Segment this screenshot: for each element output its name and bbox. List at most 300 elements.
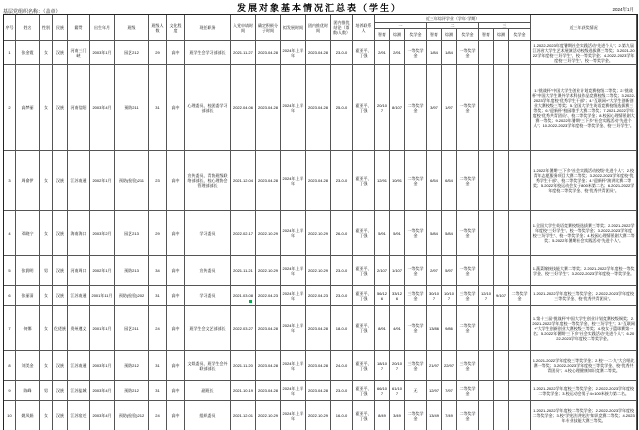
cell: 二等奖学金 — [457, 306, 479, 351]
cell: 汉族 — [53, 151, 68, 211]
cell: 江苏南通 — [68, 351, 90, 381]
cell: 1 — [4, 41, 16, 65]
cell: 2021.10.19 — [231, 381, 256, 401]
column-header: 团内推优时间 — [306, 15, 331, 41]
score-subcolumn-header: 综测 — [390, 29, 405, 41]
cell: 2022.10.29 — [256, 256, 281, 286]
cell: 女 — [40, 65, 53, 151]
awards-cell: 1.2022-2023年度暑期社会实践活动“先进个人”；2.第九届江苏省大学生艺术展演活动校级选拔赛三等奖；3.2021-2022学年度校“三好学生”、校一等奖学金；4.2022-2023学年度校“三好学生”、校一等奖学金。 — [532, 42, 635, 63]
cell: 8/91 — [375, 306, 390, 351]
cell: 2022.10.29 — [306, 401, 331, 430]
cell: 周俞伊 — [16, 151, 40, 211]
cell: 预防213 — [115, 256, 149, 286]
cell: 二等奖学金 — [457, 151, 479, 211]
cell: 高中 — [167, 286, 185, 306]
cell: 66/107 — [375, 381, 390, 401]
cell: 预防212 — [115, 351, 149, 381]
cell: 22/97 — [442, 351, 457, 381]
cell: 56/126 — [375, 286, 390, 306]
cell: 女 — [40, 151, 53, 211]
cell — [509, 401, 531, 430]
cell: 预防(检验)212 — [115, 401, 149, 430]
cell: 高中 — [167, 41, 185, 65]
cell: 6/54 — [442, 151, 457, 211]
cell: 2023.04.28 — [256, 41, 281, 65]
page-title: 发展对象基本情况汇总表（学生） — [236, 3, 402, 13]
cell: 高梦丽 — [16, 65, 40, 151]
cell: 12/91 — [375, 151, 390, 211]
cell — [494, 256, 509, 286]
column-header: 序号 — [4, 15, 16, 41]
cell: 三等奖学金 — [405, 351, 427, 381]
cell: 2024年上半年 — [281, 401, 306, 430]
cell: 33/126 — [390, 286, 405, 306]
cell: 2/97 — [427, 256, 442, 286]
cell: 张润明 — [16, 256, 40, 286]
cell: 一等奖学金 — [457, 256, 479, 286]
cell: 5/91 — [375, 211, 390, 256]
cell: 12/107 — [479, 286, 494, 306]
cell: 61/107 — [390, 381, 405, 401]
column-header: 拟发展时间 — [281, 15, 306, 41]
period-header: 一 — [375, 23, 427, 29]
cell — [509, 306, 531, 351]
cell: 13/49 — [427, 401, 442, 430]
cell: 31 — [149, 381, 167, 401]
cell: 高中 — [167, 151, 185, 211]
cell: 2023.04.28 — [256, 151, 281, 211]
column-header: 现任职务 — [185, 15, 231, 41]
cell: 18-0-0 — [331, 306, 353, 351]
score-group-header: 近三年综评学业（学年·学期） — [375, 15, 531, 23]
table-row — [4, 256, 637, 286]
cell: 4/91 — [390, 306, 405, 351]
cell: 31 — [149, 351, 167, 381]
cell: 31 — [149, 286, 167, 306]
cell: 霍亚平、丁强 — [353, 401, 375, 430]
awards-cell: 1.全国大学生英语竞赛校级选拔赛三等奖；2.2021-2022学年度校“三好学生”、校一等奖学金；3.2022-2023学年度校“三好学生”、校一等奖学金；4.校园心理情景剧大赛二等奖；5.2022年暑期社会实践活动“先进个人”。 — [531, 211, 637, 256]
column-header: 姓名 — [16, 15, 40, 41]
cell: 10/91 — [390, 151, 405, 211]
cell: 三等奖学金 — [457, 286, 479, 306]
cell: 29 — [149, 211, 167, 256]
cell: 3/97 — [427, 65, 442, 151]
cell: 23-0-0 — [331, 381, 353, 401]
cell: 3/49 — [390, 401, 405, 430]
cell: 宣传委员 — [185, 256, 231, 286]
awards-cell: 1.第十三届“挑战杯”中国大学生创业计划竞赛校级铜奖；2.2021-2022学年度校一等奖学金、校“三好学生”；3.“互联网+”大学生创新创业大赛校级三等奖；4.校女子篮球赛第一名；5.2022年暑期“三下乡”社会实践活动“先进个人”；6.2022-2023学年度校二等奖学金。 — [531, 306, 637, 351]
cell — [494, 151, 509, 211]
score-subcolumn-header: 奖学金 — [405, 29, 427, 41]
cell: 2022.03.27 — [231, 306, 256, 351]
cell: 霍亚平、丁强 — [353, 151, 375, 211]
cell: 8 — [4, 351, 16, 381]
cell: 预防211 — [115, 65, 149, 151]
cell: 高中 — [167, 65, 185, 151]
cell: 张丽清 — [16, 286, 40, 306]
cell: 2/91 — [390, 41, 405, 65]
cell: 汉族 — [53, 351, 68, 381]
cell: 2023.04.28 — [256, 381, 281, 401]
cell: 班学生会文艺部部长 — [185, 306, 231, 351]
cell — [479, 306, 494, 351]
cell: 2023.04.28 — [306, 351, 331, 381]
cell: 2023.04.28 — [306, 65, 331, 151]
cell: 海南海口 — [68, 211, 90, 256]
cell: 21/97 — [427, 351, 442, 381]
cell: 高中 — [167, 256, 185, 286]
score-subcolumn-header: 智育 — [375, 29, 390, 41]
cell: 2022.04.06 — [231, 65, 256, 151]
cell: 二等奖学金 — [405, 65, 427, 151]
cell — [509, 211, 531, 256]
table-row — [4, 211, 637, 256]
cell: 12/97 — [427, 381, 442, 401]
cell: 陈峰 — [16, 381, 40, 401]
cell: 二等奖学金 — [457, 401, 479, 430]
cell: 2021.11.21 — [231, 256, 256, 286]
cell: 2022.10.29 — [256, 401, 281, 430]
cell: 2023.04.28 — [306, 151, 331, 211]
cell: 2023.04.28 — [306, 381, 331, 401]
cell: 10 — [4, 401, 16, 430]
cell: 2024年上半年 — [281, 351, 306, 381]
cell: 园艺212 — [115, 41, 149, 65]
cell: 2/91 — [375, 41, 390, 65]
cell: 女 — [40, 306, 53, 351]
cell: 一等奖学金 — [457, 65, 479, 151]
cell: 2024年上半年 — [281, 286, 306, 306]
report-date: 2024年1月 — [612, 7, 634, 12]
cell: 2022.04.23 — [306, 286, 331, 306]
cell — [509, 351, 531, 381]
cell: 高中 — [167, 306, 185, 351]
column-header: 文化程度 — [167, 15, 185, 41]
cell: 2023.04.28 — [256, 351, 281, 381]
cell: 2001年1月 — [90, 306, 115, 351]
cell: 女 — [40, 286, 53, 306]
cell: 邓晓宁 — [16, 211, 40, 256]
cell: 5 — [4, 256, 16, 286]
cell: 9/107 — [494, 286, 509, 306]
cell: 园艺213 — [115, 211, 149, 256]
cell: 20/107 — [375, 65, 390, 151]
score-subcolumn-header: 智育 — [479, 29, 494, 41]
cell: 7/49 — [442, 401, 457, 430]
cell — [479, 41, 494, 65]
cell: 2023.04.28 — [256, 65, 281, 151]
cell: 预防212 — [115, 381, 149, 401]
cell — [494, 306, 509, 351]
cell: 20/107 — [390, 351, 405, 381]
cell — [479, 65, 494, 151]
cell: 2024年上半年 — [281, 211, 306, 256]
cell: 13/86 — [427, 306, 442, 351]
cell: 1/97 — [442, 65, 457, 151]
cell: 江苏宿迁 — [68, 401, 90, 430]
cell: 汉族 — [53, 286, 68, 306]
cell — [509, 256, 531, 286]
cell: 2024年上半年 — [281, 41, 306, 65]
org-name-label: 基层党组织名称：（盖章） — [3, 9, 61, 15]
cell: 2024年上半年 — [281, 65, 306, 151]
cell: 高中 — [167, 381, 185, 401]
table-row — [4, 306, 637, 351]
column-header: 班级 — [115, 15, 149, 41]
cell: 23-0-0 — [331, 41, 353, 65]
cell: 25-0-0 — [331, 65, 353, 151]
table-row — [4, 65, 637, 151]
awards-cell: 1.“挑战杯”中国大学生创业计划竞赛校级二等奖；2.“挑战杯”中国大学生课外学术科技作品竞赛校级二等奖；3.2022-2023学年度校“优秀学生干部”；4.“互联网+”大学生创新创业大赛校级三等奖；5.全国大学生英语竞赛校级选拔赛三等奖；6.“迎新杯”校园歌手大赛二等奖；7.2021-2022学年度校“优秀共青团员”、校二等奖学金；8.校园心理情景剧大赛一等奖；9.2022年暑期“三下乡”社会实践活动“先进个人”；10.2022-2023学年度校一等奖学金、校“三好学生”。 — [531, 65, 637, 151]
cell: 23-0-0 — [331, 286, 353, 306]
cell: 2/107 — [375, 256, 390, 286]
cell: 汉族 — [53, 65, 68, 151]
cell: 河南三门峡 — [68, 41, 90, 65]
cell: 2002年1月 — [90, 256, 115, 286]
cell-comment-marker — [249, 300, 252, 303]
cell: 一等奖学金 — [457, 211, 479, 256]
table-row — [4, 351, 637, 381]
cell — [479, 401, 494, 430]
cell: 女 — [40, 41, 53, 65]
table-row — [4, 401, 637, 430]
cell: 24 — [149, 401, 167, 430]
awards-cell: 1.2021-2022学年度校二等奖学金；2.2022-2023学年度校二等奖学金；3.校“学宪法讲宪法”知识竞赛二等奖；4.2023年专业技能大赛三等奖。 — [531, 401, 637, 430]
cell: 一等奖学金 — [405, 211, 427, 256]
cell: 6 — [4, 286, 16, 306]
cell: 2023.04.28 — [306, 41, 331, 65]
cell: 预防(检验)211 — [115, 151, 149, 211]
cell: 河南信阳 — [68, 65, 90, 151]
cell: 汉族 — [53, 256, 68, 286]
cell — [494, 381, 509, 401]
period-header: 三 — [479, 23, 531, 29]
cell: 霍亚平、丁强 — [353, 65, 375, 151]
cell: 学习委员 — [185, 286, 231, 306]
cell: 2021.11.20 — [231, 351, 256, 381]
cell: 5/97 — [442, 256, 457, 286]
cell: 2021.12.04 — [231, 151, 256, 211]
cell: 何娜 — [16, 306, 40, 351]
cell: 24-0-0 — [331, 351, 353, 381]
score-subcolumn-header: 奖学金 — [509, 29, 531, 41]
cell: 26-0-0 — [331, 211, 353, 256]
cell: 7/97 — [442, 381, 457, 401]
cell: 1/84 — [427, 41, 442, 65]
cell: 汉族 — [53, 211, 68, 256]
cell: 31 — [149, 65, 167, 151]
cell: 2022.04.23 — [256, 286, 281, 306]
column-header: 团内推优结论（票数/人数） — [331, 15, 353, 41]
cell: 霍亚平、丁强 — [353, 381, 375, 401]
cell — [479, 151, 494, 211]
cell: 一等奖学金 — [405, 306, 427, 351]
cell: 仡佬族 — [53, 306, 68, 351]
cell: 23 — [149, 151, 167, 211]
cell: 江苏南通 — [68, 151, 90, 211]
cell: 3 — [4, 151, 16, 211]
cell: 7 — [4, 306, 16, 351]
column-header: 确定积极分子时间 — [256, 15, 281, 41]
cell: 无 — [405, 381, 427, 401]
cell: 24 — [149, 306, 167, 351]
cell: 一等奖学金 — [405, 41, 427, 65]
cell: 9/86 — [442, 306, 457, 351]
cell: 姚凤娟 — [16, 401, 40, 430]
cell: 学习委员 — [185, 211, 231, 256]
cell: 园艺211 — [115, 306, 149, 351]
column-header: 培养联系人 — [353, 15, 375, 41]
cell: 二等奖学金 — [405, 151, 427, 211]
cell: 汉族 — [53, 41, 68, 65]
cell — [509, 381, 531, 401]
cell: 29 — [149, 41, 167, 65]
cell: 女 — [40, 211, 53, 256]
cell: 2024年上半年 — [281, 151, 306, 211]
score-subcolumn-header: 智育 — [427, 29, 442, 41]
cell: 2022.02.17 — [231, 211, 256, 256]
cell: 高中 — [167, 351, 185, 381]
cell: 5/84 — [442, 211, 457, 256]
cell: 预防(检验)202 — [115, 286, 149, 306]
cell: 8/107 — [390, 65, 405, 151]
students-summary-table — [3, 14, 637, 430]
cell: 三等奖学金 — [457, 351, 479, 381]
cell: 女 — [40, 351, 53, 381]
cell: 高中 — [167, 401, 185, 430]
cell: 2022.10.29 — [306, 256, 331, 286]
cell: 霍亚平、丁强 — [353, 351, 375, 381]
cell: 霍亚平、丁强 — [353, 211, 375, 256]
cell: 2022.10.29 — [306, 211, 331, 256]
cell: 文娱委员、班学生会外联部部长 — [185, 351, 231, 381]
cell — [479, 351, 494, 381]
cell: 16-0-0 — [331, 401, 353, 430]
cell: 1/84 — [442, 41, 457, 65]
cell: 5/91 — [390, 211, 405, 256]
cell: 心理委员、校团委学习部部长 — [185, 65, 231, 151]
table-row — [4, 151, 637, 211]
cell: 女 — [40, 401, 53, 430]
awards-column-header: 近三年获奖情况 — [531, 15, 637, 41]
cell: 2003年4月 — [90, 65, 115, 151]
cell: 江苏盐城 — [68, 381, 90, 401]
cell: 2024年上半年 — [281, 381, 306, 401]
cell: 二等奖学金 — [509, 286, 531, 306]
cell: 霍亚平、丁强 — [353, 41, 375, 65]
cell: 高中 — [167, 211, 185, 256]
awards-cell: 1.2021-2022学年度校三等奖学金；2.2022-2023学年度校三等奖学金、校“优秀共青团员”。 — [531, 286, 637, 306]
cell — [494, 211, 509, 256]
cell — [509, 151, 531, 211]
cell — [494, 401, 509, 430]
cell: 2003年4月 — [90, 401, 115, 430]
cell: 组织委员 — [185, 401, 231, 430]
cell: 2002年1月 — [90, 151, 115, 211]
cell — [479, 256, 494, 286]
cell: 2021.11.27 — [231, 41, 256, 65]
cell: 30/107 — [427, 286, 442, 306]
table-row — [4, 381, 637, 401]
cell: 23-0-0 — [331, 256, 353, 286]
score-subcolumn-header: 综测 — [442, 29, 457, 41]
column-header: 籍贯 — [68, 15, 90, 41]
cell: 23-0-0 — [331, 151, 353, 211]
period-header: 二 — [427, 23, 479, 29]
cell: 6/54 — [427, 151, 442, 211]
cell: 10/107 — [442, 286, 457, 306]
cell: 2021.12.01 — [231, 401, 256, 430]
column-header: 入党申请时间 — [231, 15, 256, 41]
awards-cell: 1.2021-2022学年度校三等奖学金；2.校“一二·九”大合唱比赛一等奖；3.2022-2023学年度校三等奖学金、校“优秀共青团员”；4.校心理健康知识竞赛二等奖。 — [531, 351, 637, 381]
cell: 霍亚平、丁强 — [353, 306, 375, 351]
cell: 18/107 — [375, 351, 390, 381]
cell: 2001年11月 — [90, 286, 115, 306]
cell: 2003年1月 — [90, 351, 115, 381]
awards-cell: 1.2021-2022学年度校三等奖学金；2.2022-2023学年度校二等奖学金；3.校运动会男子4×100米接力第二名。 — [531, 381, 637, 401]
cell: 男 — [40, 256, 53, 286]
cell: 9 — [4, 381, 16, 401]
cell: 1/107 — [390, 256, 405, 286]
cell: 5/84 — [427, 211, 442, 256]
cell: 二等奖学金 — [405, 401, 427, 430]
cell: 宣传委员、青协班级联络部部长、校心理协会管理部部长 — [185, 151, 231, 211]
cell: 2003年4月 — [90, 381, 115, 401]
cell: 一等奖学金 — [457, 41, 479, 65]
cell: 2024年上半年 — [281, 306, 306, 351]
cell — [494, 65, 509, 151]
cell: 霍亚平、丁强 — [353, 286, 375, 306]
cell: 34 — [149, 256, 167, 286]
table-header — [4, 15, 637, 41]
cell: 三等奖学金 — [405, 286, 427, 306]
cell: 张金霞 — [16, 41, 40, 65]
cell — [479, 211, 494, 256]
column-header: 班级人数 — [149, 15, 167, 41]
cell: 2021.03.08 — [231, 286, 256, 306]
cell: 贵州遵义 — [68, 306, 90, 351]
cell: 刘美金 — [16, 351, 40, 381]
cell: 8/49 — [375, 401, 390, 430]
column-header: 性别 — [40, 15, 53, 41]
cell: 2022.10.29 — [256, 211, 281, 256]
cell: 一等奖学金 — [405, 256, 427, 286]
cell: 2003年2月 — [90, 211, 115, 256]
cell: 霍亚平、丁强 — [353, 256, 375, 286]
cell — [509, 41, 531, 65]
cell — [479, 381, 494, 401]
column-header: 民族 — [53, 15, 68, 41]
cell: 2024年上半年 — [281, 256, 306, 286]
cell: 副班长 — [185, 381, 231, 401]
cell: 二等奖学金 — [457, 381, 479, 401]
cell: 2003年1月 — [90, 41, 115, 65]
cell — [494, 351, 509, 381]
cell: 河南周口 — [68, 256, 90, 286]
cell: 男 — [40, 381, 53, 401]
cell: 2023.04.28 — [256, 306, 281, 351]
cell: 汉族 — [53, 401, 68, 430]
cell — [509, 65, 531, 151]
awards-cell: 1.蔬菜嫁接技能大赛二等奖；2.2021-2022学年度校一等奖学金、校“三好学生”；3.2022-2023学年度校一等奖学金。 — [531, 256, 637, 286]
cell: 2 — [4, 65, 16, 151]
cell: 汉族 — [53, 381, 68, 401]
table-row — [4, 286, 637, 306]
cell — [494, 41, 509, 65]
column-header: 出生年月 — [90, 15, 115, 41]
cell: 4 — [4, 211, 16, 256]
table-body — [4, 41, 637, 430]
